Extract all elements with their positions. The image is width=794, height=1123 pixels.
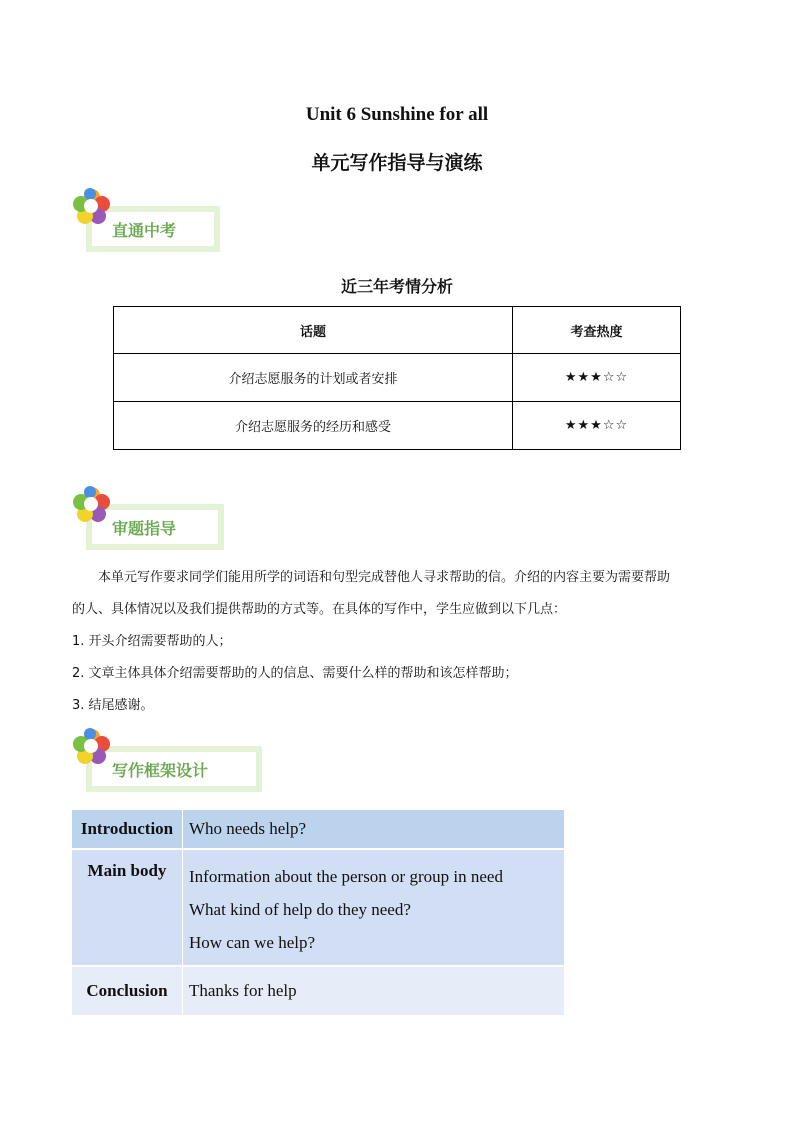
header-heat: 考查热度 [513, 307, 681, 354]
guide-paragraph-line2: 的人、具体情况以及我们提供帮助的方式等。在具体的写作中，学生应做到以下几点： [72, 602, 567, 617]
table-row [114, 354, 681, 402]
topic-cell: 介绍志愿服务的计划或者安排 [114, 354, 513, 402]
section-title-guide: 审题指导 [112, 518, 177, 538]
framework-label: Introduction [72, 810, 183, 849]
framework-label: Main body [72, 849, 183, 966]
guide-paragraph-line1: 本单元写作要求同学们能用所学的词语和句型完成替他人寻求帮助的信。介绍的内容主要为需要帮助 [98, 570, 671, 585]
guide-point-3: 3. 结尾感谢。 [72, 698, 154, 713]
heat-rating: ★★★☆☆ [513, 354, 681, 402]
section-header-guide [72, 486, 272, 558]
topic-cell: 介绍志愿服务的经历和感受 [114, 402, 513, 450]
guide-point-1: 1. 开头介绍需要帮助的人； [72, 634, 232, 649]
flower-icon [72, 728, 112, 768]
writing-framework-table [72, 810, 564, 1015]
table-row [114, 402, 681, 450]
flower-icon [72, 486, 112, 526]
page-title-en: Unit 6 Sunshine for all [305, 104, 489, 125]
section-frame [86, 746, 262, 792]
table-header-row [114, 307, 681, 354]
framework-text [183, 849, 565, 966]
heat-rating: ★★★☆☆ [513, 402, 681, 450]
framework-text: Thanks for help [183, 966, 565, 1015]
header-topic: 话题 [114, 307, 513, 354]
section-header-framework [72, 728, 272, 800]
main-line: How can we help? [189, 933, 316, 952]
flower-icon [72, 188, 112, 228]
section-title-exam: 直通中考 [112, 220, 177, 240]
framework-row-intro [72, 810, 564, 849]
section-title-framework: 写作框架设计 [112, 760, 209, 780]
framework-text: Who needs help? [183, 810, 565, 849]
page-title-cn: 单元写作指导与演练 [311, 152, 483, 174]
guide-point-2: 2. 文章主体具体介绍需要帮助的人的信息、需要什么样的帮助和该怎样帮助； [72, 666, 518, 681]
exam-analysis-table [113, 306, 681, 450]
exam-table-title: 近三年考情分析 [340, 277, 453, 296]
main-line: Information about the person or group in need [189, 867, 503, 886]
framework-row-conclusion [72, 966, 564, 1015]
framework-label: Conclusion [72, 966, 183, 1015]
framework-row-main [72, 849, 564, 966]
section-header-exam [72, 188, 272, 260]
main-line: What kind of help do they need? [189, 900, 411, 919]
